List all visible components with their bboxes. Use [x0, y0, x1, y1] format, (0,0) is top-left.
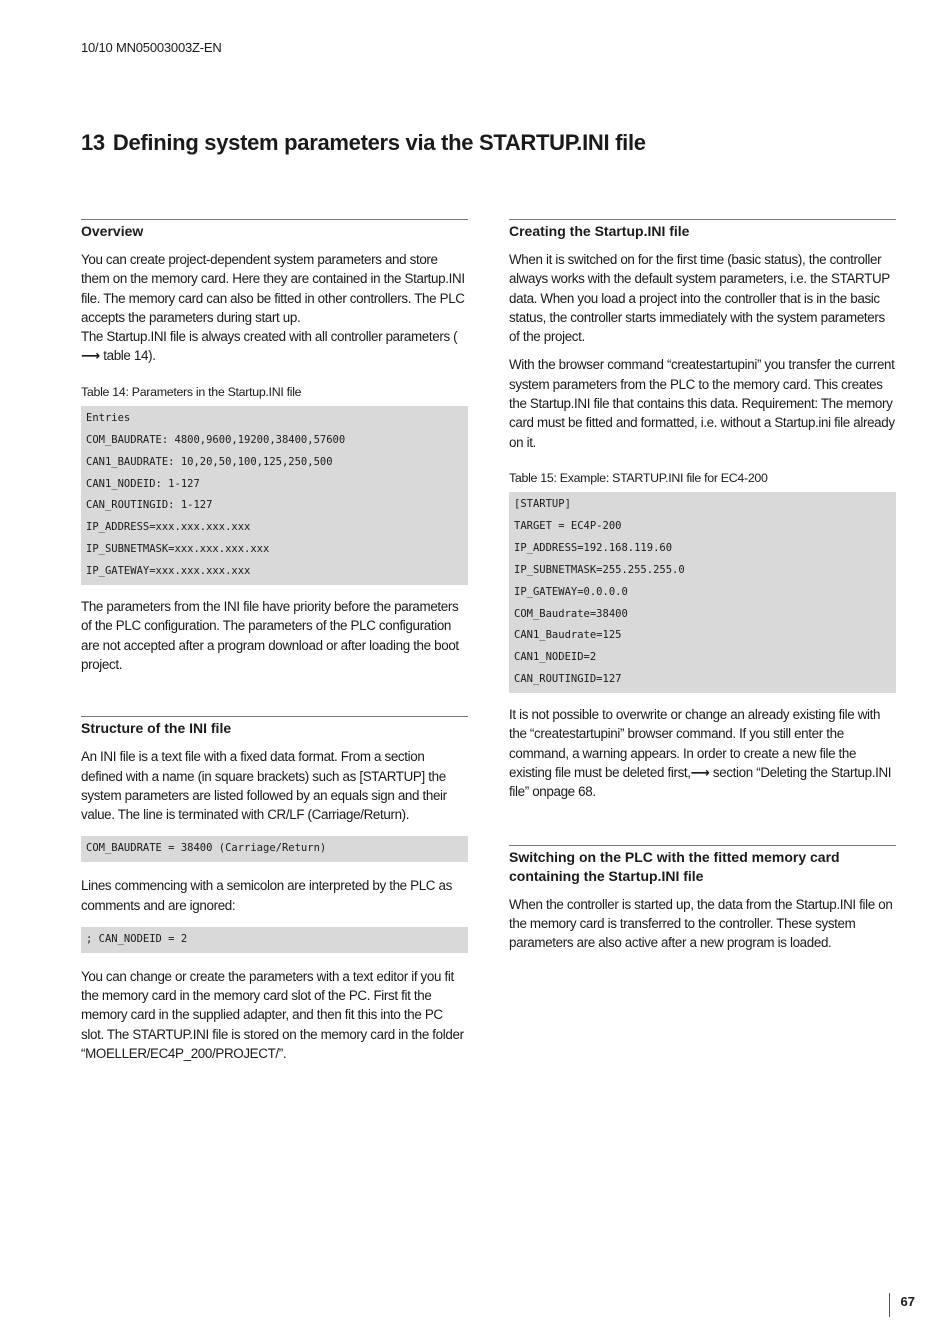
table-14-parameters: [81, 406, 468, 585]
table-row: [STARTUP]: [514, 497, 571, 510]
creating-paragraph-1: When it is switched on for the first time (basic status), the controller always works with the default system parameters, i.e. the STARTUP data. When you load a project into the controller that is in the basic status, the controller starts immediately with the system parameters of the project.: [509, 252, 890, 345]
arrow-right-icon: ⟶: [690, 765, 710, 781]
switching-paragraph-1: When the controller is started up, the data from the Startup.INI file on the memory card is transferred to the controller. These system parameters are also active after a new program is loaded.: [509, 896, 893, 951]
table-row: CAN1_BAUDRATE: 10,20,50,100,125,250,500: [86, 455, 333, 468]
page-number-divider: [889, 1293, 890, 1317]
structure-paragraph-2: Lines commencing with a semicolon are interpreted by the PLC as comments and are ignored:: [81, 878, 452, 913]
arrow-right-icon: ⟶: [81, 348, 100, 364]
document-code: 10/10 MN05003003Z-EN: [81, 40, 222, 55]
chapter-number: 13: [81, 130, 105, 155]
creating-paragraph-3: [509, 705, 896, 801]
deleting-section-reference: section “Deleting the Startup.INI file” onpage 68.: [509, 765, 892, 800]
table-row: CAN1_NODEID=2: [514, 651, 597, 664]
code-example-baudrate: [81, 836, 468, 862]
table-row: CAN1_Baudrate=125: [514, 629, 622, 642]
table-row: IP_ADDRESS=192.168.119.60: [514, 541, 673, 554]
code-line: ; CAN_NODEID = 2: [86, 932, 188, 945]
table-row: CAN_ROUTINGID: 1-127: [86, 499, 213, 512]
structure-heading: Structure of the INI file: [81, 720, 232, 737]
overview-paragraph-3: The parameters from the INI file have priority before the parameters of the PLC configuration. The parameters of the PLC configuration are not accepted after a program download or after loading the boot project.: [81, 599, 459, 672]
creating-heading: Creating the Startup.INI file: [509, 223, 690, 239]
creating-section: [509, 219, 896, 802]
overview-paragraph-1: You can create project-dependent system parameters and store them on the memory card. Here they are contained in the Startup.INI file. The memory card can also be fitted in other controllers. The PLC accepts the parameters during start up.: [81, 252, 465, 325]
chapter-title-text: Defining system parameters via the STARTUP.INI file: [112, 130, 646, 155]
overview-section: [81, 219, 468, 674]
table-row: CAN_ROUTINGID=127: [514, 673, 622, 686]
table-15-example: [509, 492, 896, 693]
switching-heading: Switching on the PLC with the fitted memory card containing the Startup.INI file: [509, 848, 840, 884]
code-example-comment: [81, 927, 468, 953]
page-number: 67: [900, 1294, 915, 1309]
right-column: [509, 219, 896, 962]
chapter-title: [81, 130, 646, 156]
table-row: CAN1_NODEID: 1-127: [86, 477, 200, 490]
overview-paragraph-2-text: The Startup.INI file is always created with all controller parameters (: [81, 329, 458, 345]
creating-paragraph-2: With the browser command “createstartupini” you transfer the current system parameters from the PLC to the memory card. This creates the Startup.INI file that contains this data. Requirement: The memory card must be fitted and formatted, i.e. without a Startup.ini file already on it.: [509, 357, 895, 450]
left-column: [81, 219, 468, 1072]
overview-paragraph-2: [81, 327, 468, 366]
table-row: TARGET = EC4P-200: [514, 519, 622, 532]
table-row: Entries: [86, 411, 131, 424]
table-row: IP_GATEWAY=0.0.0.0: [514, 585, 628, 598]
switching-section: [509, 845, 896, 953]
table-row: IP_SUBNETMASK=xxx.xxx.xxx.xxx: [86, 543, 270, 556]
table-15-caption: Table 15: Example: STARTUP.INI file for EC4-200: [509, 470, 768, 485]
table-row: IP_GATEWAY=xxx.xxx.xxx.xxx: [86, 565, 251, 578]
creating-paragraph-3-text: It is not possible to overwrite or change an already existing file with the “createstartupini” browser command. If you still enter the command, a warning appears. In order to create a new file the existing file must be deleted first,: [509, 707, 881, 781]
table-14-reference: table 14).: [99, 348, 156, 364]
table-row: IP_SUBNETMASK=255.255.255.0: [514, 563, 685, 576]
code-line: COM_BAUDRATE = 38400 (Carriage/Return): [86, 842, 327, 855]
table-14-caption: Table 14: Parameters in the Startup.INI file: [81, 384, 302, 399]
structure-section: [81, 716, 468, 1063]
structure-paragraph-3: You can change or create the parameters with a text editor if you fit the memory card in the memory card slot of the PC. First fit the memory card in the supplied adapter, and then fit this into the PC slot. The STARTUP.INI file is stored on the memory card in the folder “MOELLER/EC4P_200/PROJECT/”.: [81, 968, 464, 1061]
table-row: COM_BAUDRATE: 4800,9600,19200,38400,57600: [86, 433, 346, 446]
table-row: COM_Baudrate=38400: [514, 607, 628, 620]
overview-heading: Overview: [81, 223, 144, 239]
structure-paragraph-1: An INI file is a text file with a fixed data format. From a section defined with a name (in square brackets) such as [STARTUP] the system parameters are listed followed by an equals sign and their value. The line is terminated with CR/LF (Carriage/Return).: [81, 749, 447, 823]
table-row: IP_ADDRESS=xxx.xxx.xxx.xxx: [86, 521, 251, 534]
